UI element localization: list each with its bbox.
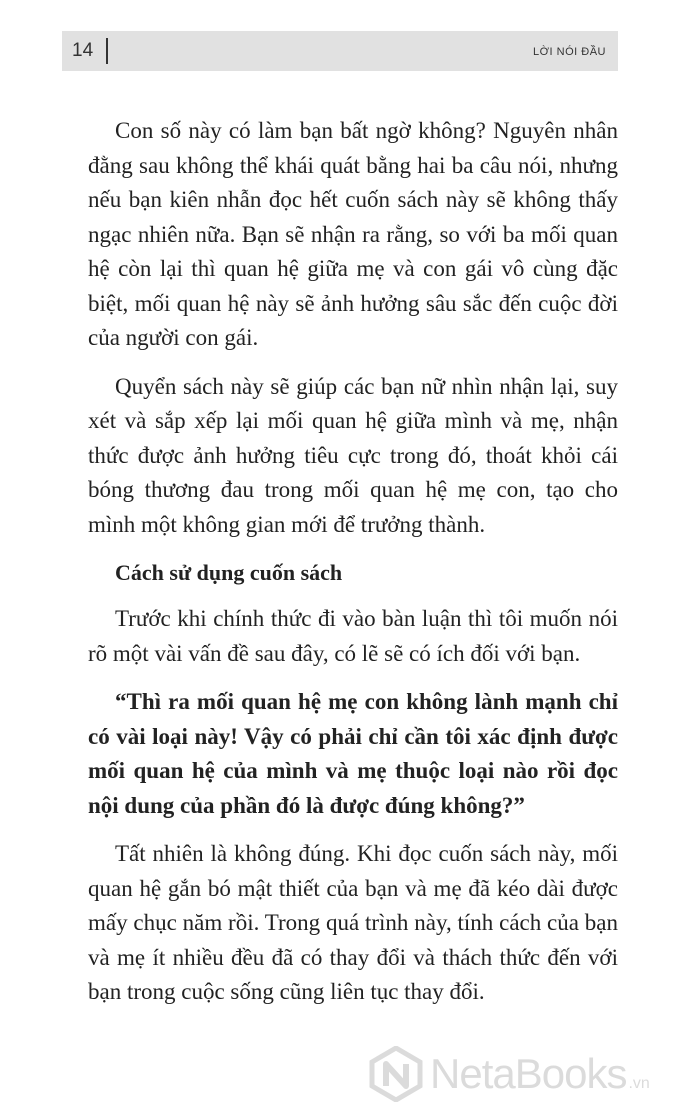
watermark-suffix: .vn [628,1075,650,1092]
body-paragraph: Con số này có làm bạn bất ngờ không? Nguyên nhân đằng sau không thể khái quát bằng hai ba câu nói, nhưng nếu bạn kiên nhẫn đọc hết cuốn sách này sẽ không thấy ngạc nhiên nữa. Bạn sẽ nhận ra rằng, so với ba mối quan hệ còn lại thì quan hệ giữa mẹ và con gái vô cùng đặc biệt, mối quan hệ này sẽ ảnh hưởng sâu sắc đến cuộc đời của người con gái. [88,118,618,350]
page-body [88,114,618,1024]
body-paragraph: Quyển sách này sẽ giúp các bạn nữ nhìn nhận lại, suy xét và sắp xếp lại mối quan hệ giữa mình và mẹ, nhận thức được ảnh hưởng tiêu cực trong đó, thoát khỏi cái bóng thương đau trong mối quan hệ mẹ con, tạo cho mình một không gian mới để trưởng thành. [88,373,618,537]
body-paragraph: Tất nhiên là không đúng. Khi đọc cuốn sách này, mối quan hệ gắn bó mật thiết của bạn và mẹ đã kéo dài được mấy chục năm rồi. Trong quá trình này, tính cách của bạn và mẹ ít nhiều đều đã có thay đổi và thách thức đến với bạn trong cuộc sống cũng liên tục thay đổi. [88,841,618,1004]
body-paragraph: Trước khi chính thức đi vào bàn luận thì tôi muốn nói rõ một vài vấn đề sau đây, có lẽ sẽ có ích đối với bạn. [88,606,618,666]
subheading: Cách sử dụng cuốn sách [115,560,343,585]
netabooks-logo-icon [368,1046,424,1102]
page-number: 14 [72,40,94,61]
bold-quote: “Thì ra mối quan hệ mẹ con không lành mạnh chỉ có vài loại này! Vậy có phải chỉ cần tôi xác định được mối quan hệ của mình và mẹ thuộc loại nào rồi đọc nội dung của phần đó là được đúng không?” [88,689,618,818]
watermark-brand: NetaBooks [430,1050,627,1097]
watermark [368,1046,650,1102]
running-section-title: LỜI NÓI ĐẦU [533,46,606,58]
header-divider [106,38,108,64]
